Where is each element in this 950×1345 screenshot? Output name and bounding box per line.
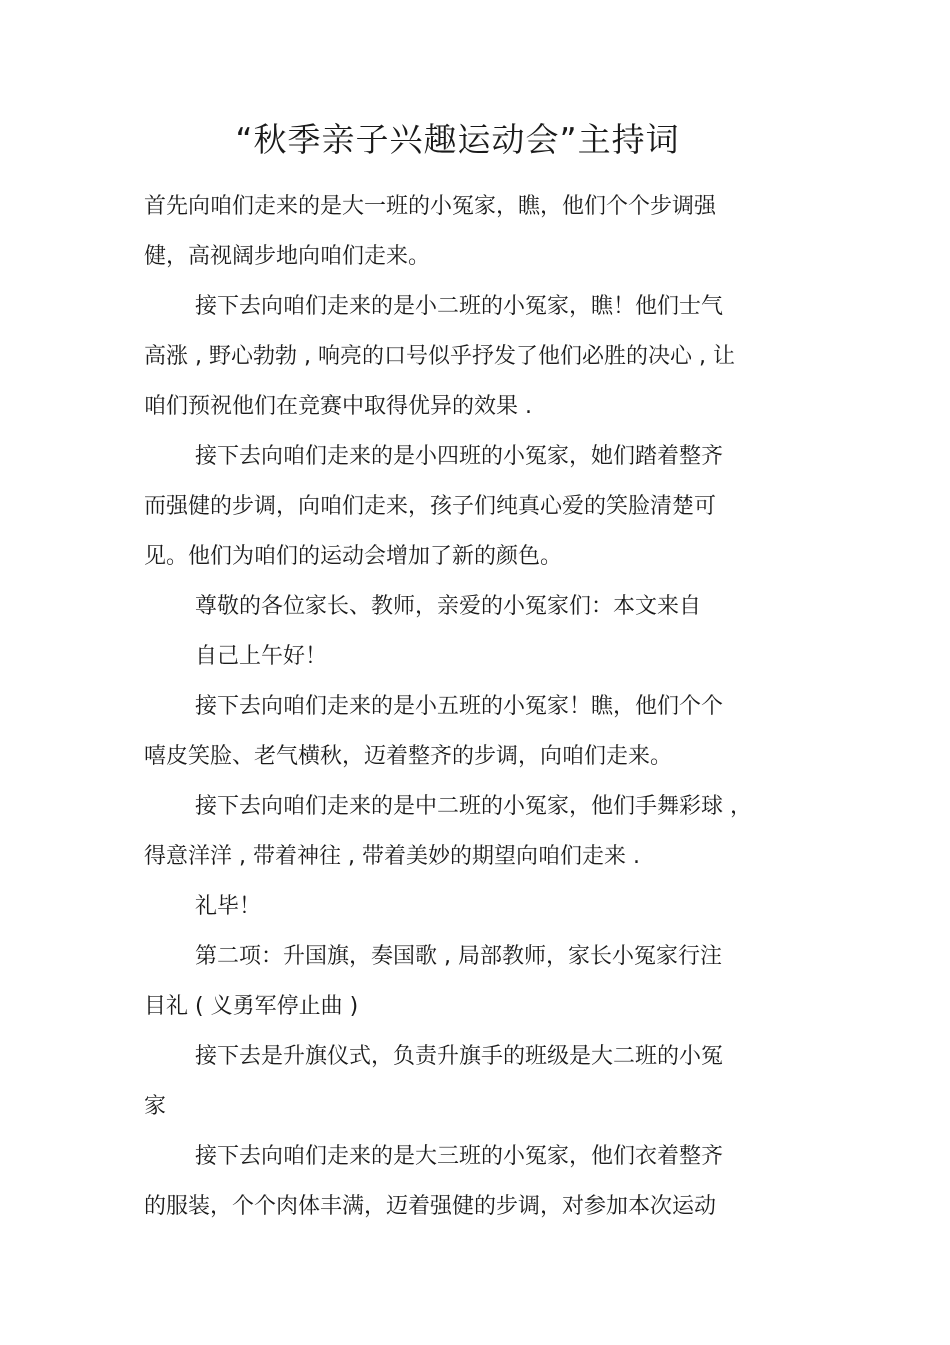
- text-line: 第二项：升国旗，奏国歌 , 局部教师，家长小冤家行注: [195, 944, 722, 969]
- text-line: 家: [144, 1094, 167, 1119]
- text-line: 接下去向咱们走来的是小五班的小冤家！瞧，他们个个: [195, 694, 724, 719]
- text-line: 目礼 ( 义勇军停止曲 ): [144, 994, 359, 1019]
- text-line: 得意洋洋 , 带着神往 , 带着美妙的期望向咱们走来 .: [144, 844, 640, 869]
- text-line: 咱们预祝他们在竞赛中取得优异的效果 .: [144, 394, 532, 419]
- text-line: 嘻皮笑脸、老气横秋，迈着整齐的步调，向咱们走来。: [144, 744, 673, 769]
- text-line: 接下去向咱们走来的是小二班的小冤家，瞧！他们士气: [195, 294, 724, 319]
- text-line: 接下去是升旗仪式，负责升旗手的班级是大二班的小冤: [195, 1044, 724, 1069]
- text-line: 高涨 , 野心勃勃 , 响亮的口号似乎抒发了他们必胜的决心 , 让: [144, 344, 735, 369]
- text-line: 接下去向咱们走来的是中二班的小冤家，他们手舞彩球 ，: [195, 794, 752, 819]
- text-line: 的服装，个个肉体丰满，迈着强健的步调，对参加本次运动: [144, 1194, 717, 1219]
- text-line: 健，高视阔步地向咱们走来。: [144, 244, 431, 269]
- text-line: 接下去向咱们走来的是小四班的小冤家，她们踏着整齐: [195, 444, 724, 469]
- text-line: 见。他们为咱们的运动会增加了新的颜色。: [144, 544, 563, 569]
- text-line: 礼毕！: [195, 894, 262, 919]
- document-title: “秋季亲子兴趣运动会”主持词: [235, 120, 680, 159]
- text-line: 自己上午好！: [195, 644, 328, 669]
- text-line: 而强健的步调，向咱们走来，孩子们纯真心爱的笑脸清楚可: [144, 494, 717, 519]
- text-line: 首先向咱们走来的是大一班的小冤家，瞧，他们个个步调强: [144, 194, 717, 219]
- text-line: 接下去向咱们走来的是大三班的小冤家，他们衣着整齐: [195, 1144, 724, 1169]
- text-line: 尊敬的各位家长、教师，亲爱的小冤家们：本文来自: [195, 594, 702, 619]
